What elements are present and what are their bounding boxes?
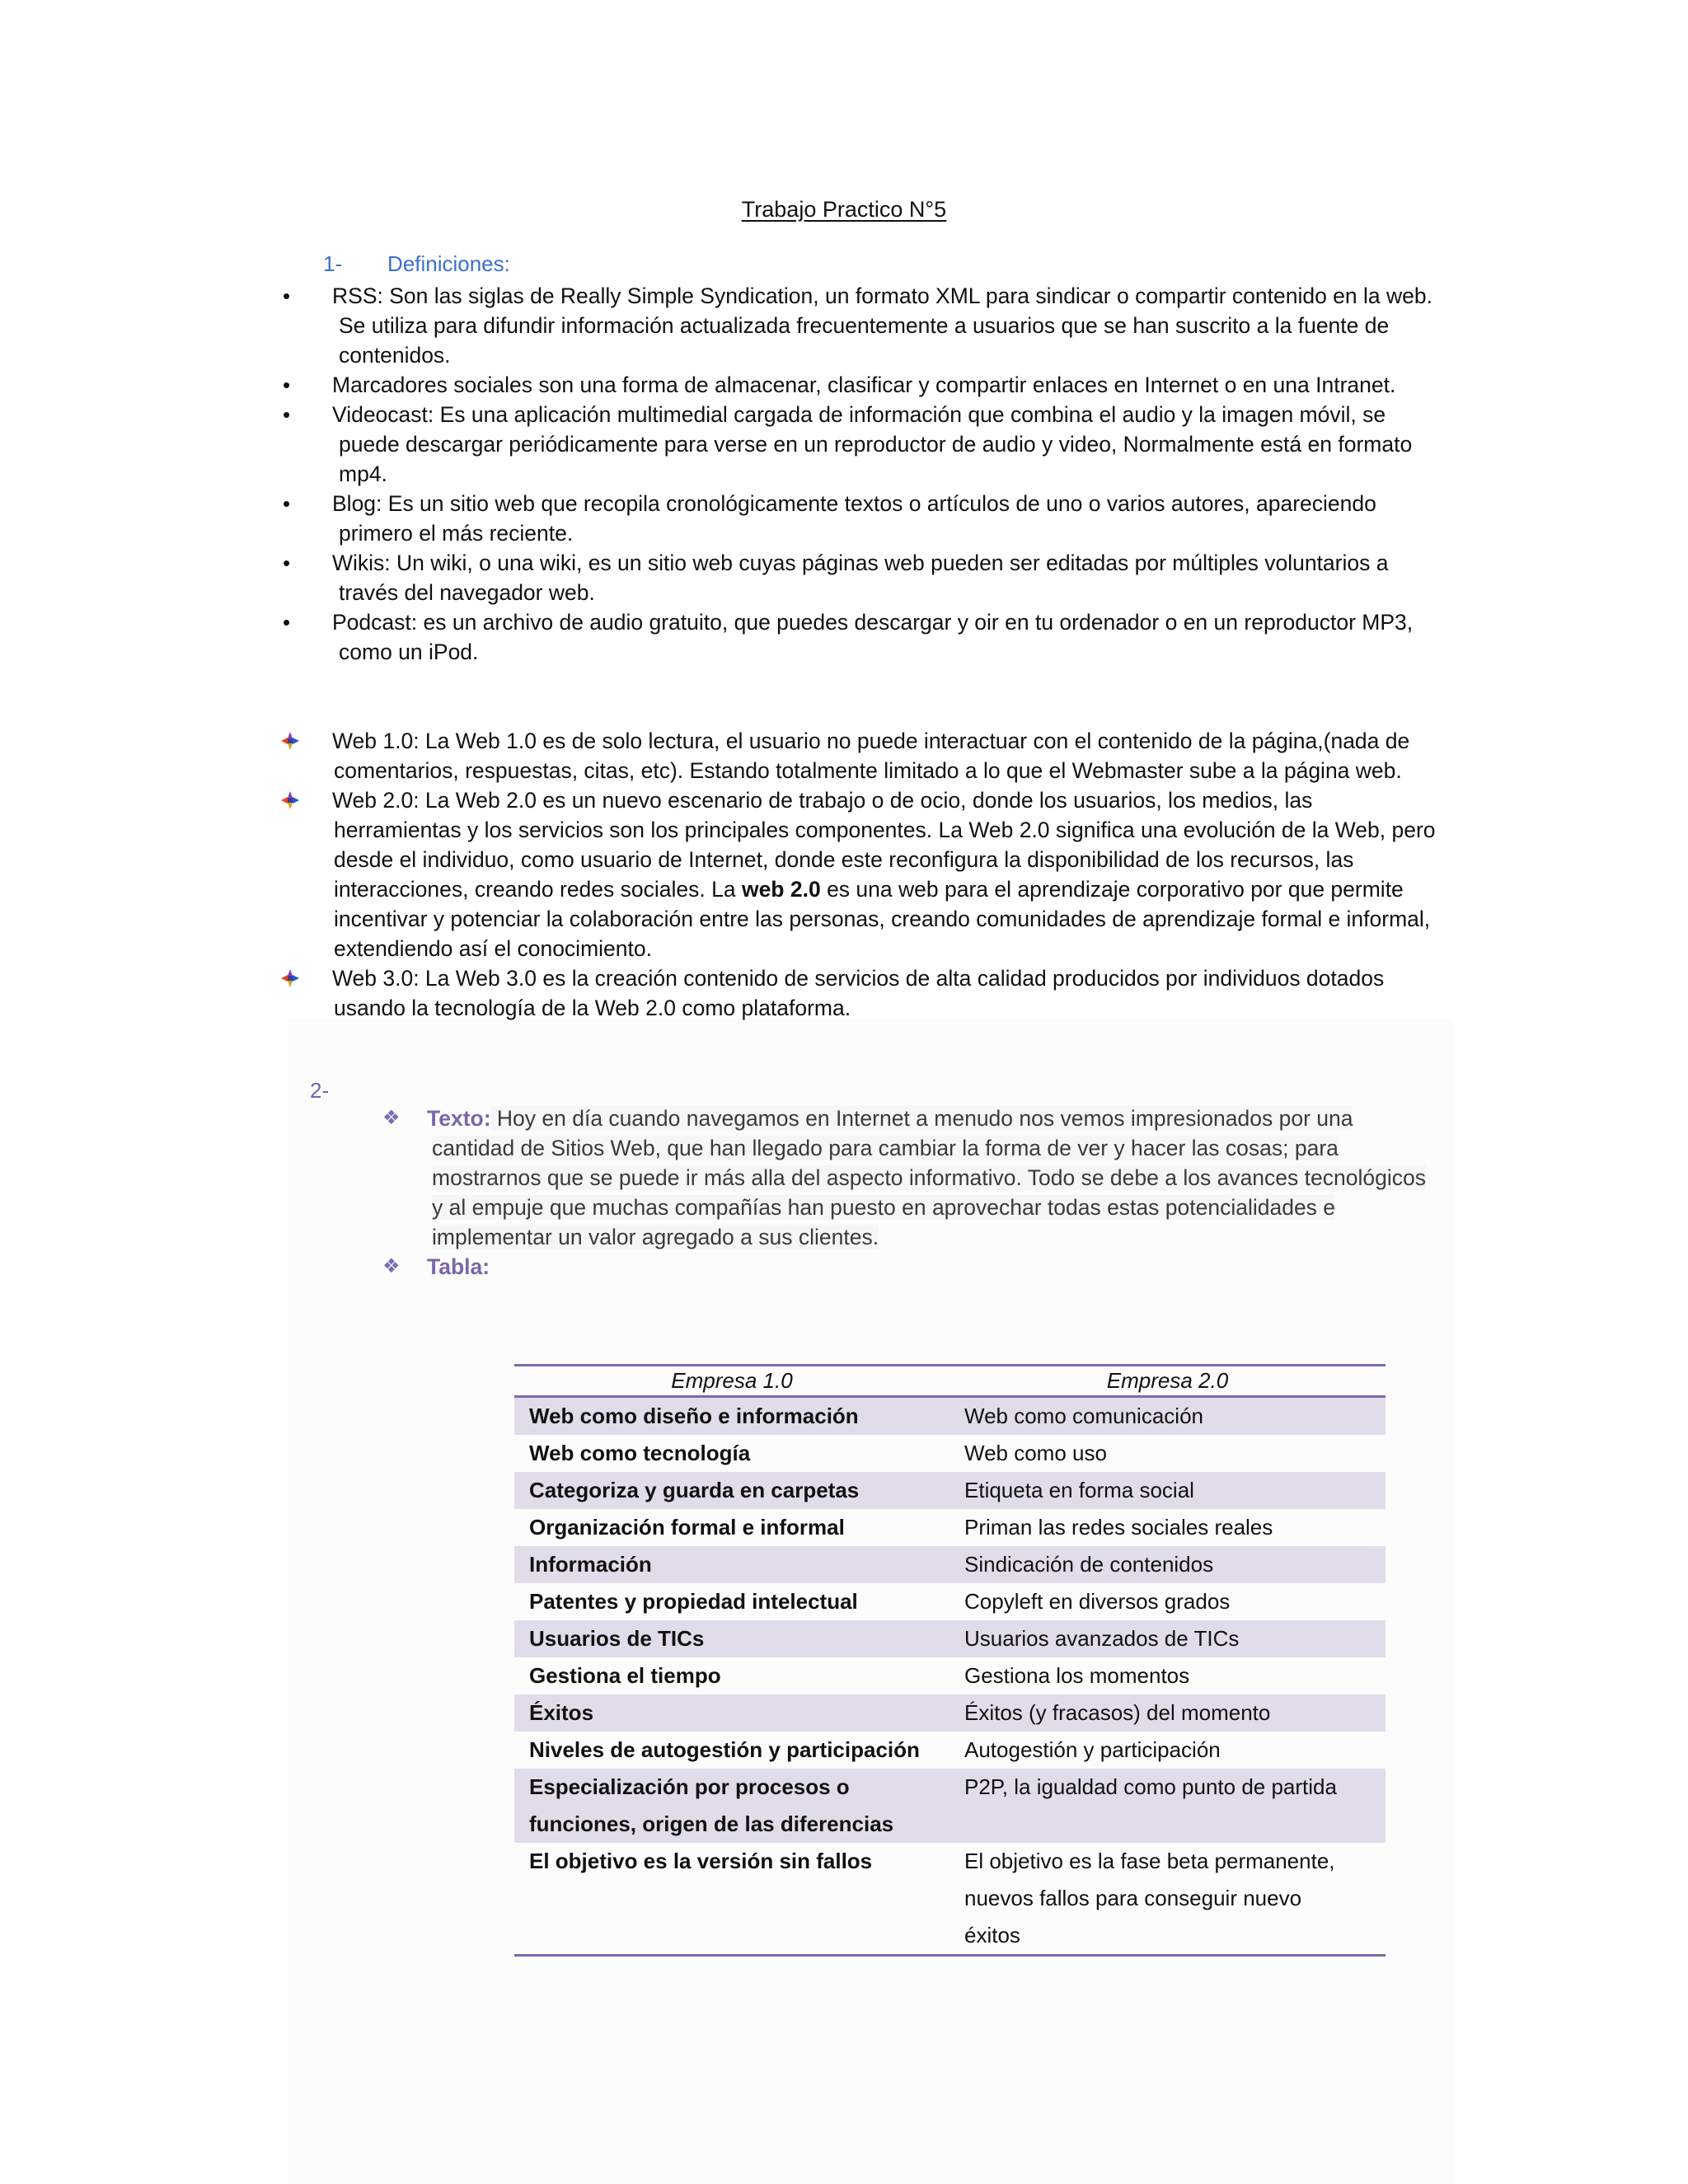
list-item: Web 1.0: La Web 1.0 es de solo lectura, el usuario no puede interactuar con el contenido de la página,(nada de comentarios, respuestas, citas, etc). Estando totalmente limitado a lo que el Webmaster sube a la página web. [284, 726, 1455, 785]
table-row: Especialización por procesos o funciones, origen de las diferencias P2P, la igualdad como punto de partida [514, 1769, 1386, 1843]
web-versions-list [284, 726, 1455, 1023]
table-row: Organización formal e informal Priman las redes sociales reales [529, 1515, 1273, 1540]
list-item: Web 2.0: La Web 2.0 es un nuevo escenario de trabajo o de ocio, donde los usuarios, los medios, las herramientas y los servicios son los principales componentes. La Web 2.0 significa una evolución de la Web, pero desde el individuo, como usuario de Internet, donde este reconfigura la disponibilidad de los recursos, las interacciones, creando redes sociales. La web 2.0 es una web para el aprendizaje corporativo por que permite incentivar y potenciar la colaboración entre las personas, creando comunidades de aprendizaje formal e informal, extendiendo así el conocimiento. [284, 785, 1455, 963]
bullet-icon: • [283, 610, 291, 635]
arrow-bullet-icon [280, 731, 300, 751]
table-row: Gestiona el tiempo Gestiona los momentos [529, 1663, 1190, 1688]
tabla-label: Tabla: [427, 1254, 490, 1279]
bullet-icon: • [283, 551, 291, 575]
diamond-bullet-icon: ❖ [382, 1107, 401, 1129]
bullet-icon: • [283, 373, 291, 397]
list-item: • Podcast: es un archivo de audio gratuito, que puedes descargar y oir en tu ordenador o en un reproductor MP3, como un iPod. [284, 607, 1455, 667]
table-row: Web como diseño e información Web como comunicación [514, 1398, 1386, 1435]
table-bottom-rule [514, 1954, 1386, 1957]
table-row: Web como tecnología Web como uso [529, 1441, 1107, 1465]
list-item: • RSS: Son las siglas de Really Simple Syndication, un formato XML para sindicar o compartir contenido en la web. Se utiliza para difundir información actualizada frecuentemente a usuarios que se han suscrito a la fuente de contenidos. [284, 281, 1455, 370]
list-item: • Wikis: Un wiki, o una wiki, es un sitio web cuyas páginas web pueden ser editadas por múltiples voluntarios a través del navegador web. [284, 548, 1455, 607]
definitions-list [284, 281, 1455, 667]
header-empresa-1: Empresa 1.0 [671, 1368, 793, 1393]
section-2-number: 2- [310, 1078, 330, 1103]
header-empresa-2: Empresa 2.0 [1106, 1368, 1229, 1393]
texto-label: Texto: [427, 1106, 491, 1131]
arrow-bullet-icon [280, 790, 300, 810]
table-row: Información Sindicación de contenidos [514, 1546, 1386, 1583]
list-item: • Blog: Es un sitio web que recopila cronológicamente textos o artículos de uno o varios autores, apareciendo primero el más reciente. [284, 489, 1455, 548]
bullet-icon: • [283, 402, 291, 427]
bullet-icon: • [283, 284, 291, 308]
tabla-item [384, 1252, 1456, 1282]
table-row: El objetivo es la versión sin fallos El objetivo es la fase beta permanente, nuevos fallos para conseguir nuevo éxitos [529, 1849, 1335, 1947]
section-1-heading: 1- Definiciones: [323, 251, 510, 276]
table-row: Niveles de autogestión y participación Autogestión y participación [529, 1737, 1221, 1762]
bullet-icon: • [283, 491, 291, 516]
table-row: Patentes y propiedad intelectual Copyleft en diversos grados [529, 1589, 1231, 1614]
table-row: Éxitos Éxitos (y fracasos) del momento [514, 1694, 1386, 1732]
texto-item: ❖ Texto: Hoy en día cuando navegamos en Internet a menudo nos vemos impresionados por una cantidad de Sitios Web, que han llegado para cambiar la forma de ver y hacer las cosas; para mostrarnos que se puede ir más alla del aspecto informativo. Todo se debe a los avances tecnológicos y al empuje que muchas compañías han puesto en aprovechar todas estas potencialidades e implementar un valor agregado a sus clientes. [384, 1104, 1456, 1252]
list-item: • Marcadores sociales son una forma de almacenar, clasificar y compartir enlaces en Internet o en una Intranet. [284, 370, 1455, 400]
arrow-bullet-icon [280, 968, 300, 988]
table-header [514, 1366, 1386, 1398]
comparison-table [514, 1364, 1386, 1957]
section-2-list [384, 1104, 1456, 1282]
table-row: Usuarios de TICs Usuarios avanzados de TICs [514, 1620, 1386, 1657]
list-item: • Videocast: Es una aplicación multimedial cargada de información que combina el audio y la imagen móvil, se puede descargar periódicamente para verse en un reproductor de audio y video, Normalmente está en formato mp4. [284, 400, 1455, 489]
document-title: Trabajo Practico N°5 [741, 197, 947, 222]
list-item: Web 3.0: La Web 3.0 es la creación contenido de servicios de alta calidad producidos por individuos dotados usando la tecnología de la Web 2.0 como plataforma. [284, 963, 1455, 1023]
table-row: Categoriza y guarda en carpetas Etiqueta en forma social [514, 1472, 1386, 1509]
diamond-bullet-icon: ❖ [382, 1255, 401, 1277]
